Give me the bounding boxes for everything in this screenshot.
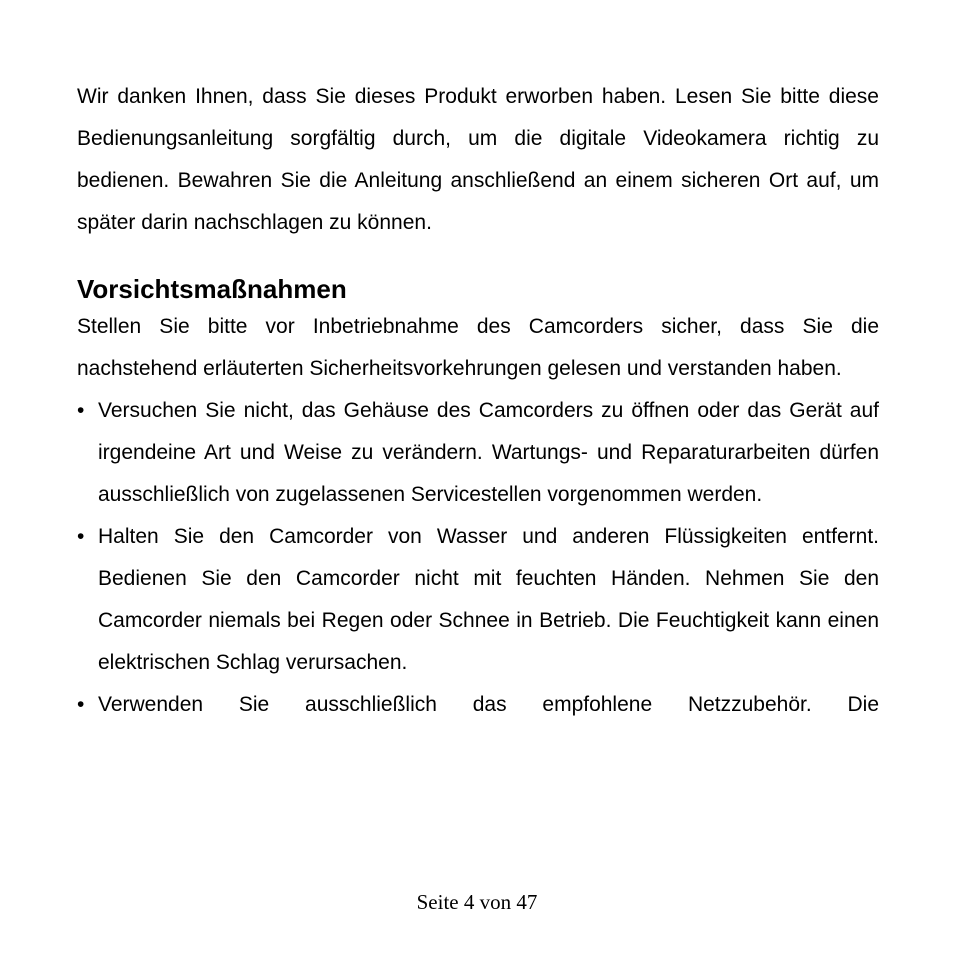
bullet-item	[77, 390, 879, 516]
document-page	[77, 76, 879, 726]
bullet-text: Halten Sie den Camcorder von Wasser und anderen Flüssigkeiten entfernt. Bedienen Sie den Camcorder nicht mit feuchten Händen. Nehmen Sie den Camcorder niemals bei Regen oder Schnee in Betrieb. Die Feuchtigkeit kann einen elektrischen Schlag verursachen.	[98, 525, 879, 674]
page-footer: Seite 4 von 47	[416, 890, 538, 914]
bullet-symbol: •	[77, 399, 85, 422]
bullet-item	[77, 684, 879, 726]
bullet-text: Verwenden Sie ausschließlich das empfohlene Netzzubehör. Die	[98, 693, 879, 716]
bullet-item	[77, 516, 879, 684]
bullet-text: Versuchen Sie nicht, das Gehäuse des Camcorders zu öffnen oder das Gerät auf irgendeine Art und Weise zu verändern. Wartungs- und Reparaturarbeiten dürfen ausschließlich von zugelassenen Servicestellen vorgenommen werden.	[98, 399, 879, 506]
bullet-symbol: •	[77, 693, 85, 716]
section-heading: Vorsichtsmaßnahmen	[77, 274, 347, 304]
intro-paragraph: Wir danken Ihnen, dass Sie dieses Produkt erworben haben. Lesen Sie bitte diese Bedienungsanleitung sorgfältig durch, um die digitale Videokamera richtig zu bedienen. Bewahren Sie die Anleitung anschließend an einem sicheren Ort auf, um später darin nachschlagen zu können.	[77, 85, 879, 234]
bullet-symbol: •	[77, 525, 85, 548]
section-lead-paragraph: Stellen Sie bitte vor Inbetriebnahme des Camcorders sicher, dass Sie die nachstehend erläuterten Sicherheitsvorkehrungen gelesen und verstanden haben.	[77, 315, 879, 380]
